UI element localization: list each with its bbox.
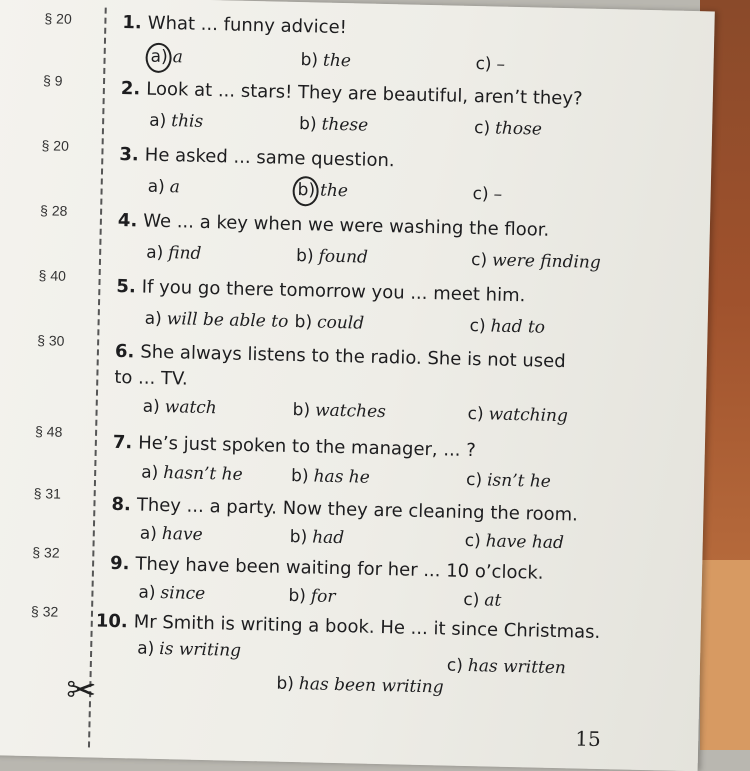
question-text: He asked ... same question. bbox=[144, 144, 395, 172]
option-c[interactable]: c) have had bbox=[464, 530, 565, 554]
option-b[interactable]: b) the bbox=[300, 50, 352, 72]
section-ref: § 28 bbox=[39, 202, 68, 219]
option-c[interactable]: c) – bbox=[475, 54, 506, 75]
question-text: We ... a key when we were washing the floor. bbox=[143, 210, 550, 241]
question-7 bbox=[113, 430, 643, 468]
option-c[interactable]: c) – bbox=[472, 184, 503, 205]
scissors-icon: ✂ bbox=[65, 669, 97, 712]
desk-edge bbox=[700, 560, 750, 750]
cut-line bbox=[88, 8, 107, 748]
section-ref: § 20 bbox=[44, 10, 72, 27]
circled-answer-mark bbox=[292, 176, 319, 207]
question-text: If you go there tomorrow you ... meet him. bbox=[141, 276, 526, 307]
question-text: Look at ... stars! They are beautiful, aren’t they? bbox=[146, 78, 583, 110]
question-number: 6. bbox=[114, 340, 135, 363]
option-b[interactable]: b) for bbox=[288, 585, 336, 607]
question-5 bbox=[116, 274, 646, 312]
section-ref: § 40 bbox=[38, 267, 67, 284]
option-c[interactable]: c) at bbox=[463, 589, 502, 611]
question-text: They ... a party. Now they are cleaning the room. bbox=[136, 494, 579, 526]
options-4 bbox=[146, 243, 646, 280]
section-ref: § 48 bbox=[34, 423, 63, 440]
option-b[interactable]: b) has he bbox=[290, 465, 371, 488]
question-number: 10. bbox=[95, 610, 128, 633]
section-ref: § 32 bbox=[32, 544, 60, 561]
section-ref: § 30 bbox=[36, 332, 65, 349]
options-3 bbox=[147, 177, 647, 214]
option-b[interactable]: b) the bbox=[297, 180, 348, 201]
option-a[interactable]: a) will be able to bbox=[144, 308, 289, 332]
option-a[interactable]: a) a bbox=[150, 47, 183, 68]
option-c[interactable]: c) watching bbox=[467, 403, 569, 427]
question-text: What ... funny advice! bbox=[147, 12, 348, 39]
option-a[interactable]: a) watch bbox=[142, 396, 217, 419]
option-a[interactable]: a) hasn’t he bbox=[140, 462, 243, 485]
option-b[interactable]: b) had bbox=[289, 526, 345, 549]
question-number: 3. bbox=[119, 143, 140, 166]
question-number: 4. bbox=[117, 209, 138, 232]
question-number: 9. bbox=[109, 552, 130, 575]
circled-answer-mark bbox=[145, 43, 172, 74]
option-b[interactable]: b) these bbox=[298, 114, 369, 136]
question-number: 5. bbox=[116, 275, 137, 298]
section-ref: § 32 bbox=[30, 603, 59, 620]
option-a[interactable]: a) since bbox=[138, 582, 206, 605]
question-text: She always listens to the radio. She is not used bbox=[140, 341, 566, 373]
option-a[interactable]: a) is writing bbox=[136, 638, 242, 661]
question-3 bbox=[119, 142, 649, 180]
question-6 bbox=[114, 339, 645, 403]
option-b[interactable]: b) has been writing bbox=[276, 673, 444, 698]
section-ref: § 20 bbox=[41, 137, 70, 154]
options-6 bbox=[142, 397, 642, 434]
question-text: They have been waiting for her ... 10 o’clock. bbox=[135, 553, 544, 584]
question-number: 7. bbox=[112, 431, 133, 454]
question-text: He’s just spoken to the manager, ... ? bbox=[138, 432, 477, 462]
question-text: Mr Smith is writing a book. He ... it since Christmas. bbox=[133, 611, 601, 644]
options-2 bbox=[149, 111, 649, 148]
section-ref: § 9 bbox=[42, 72, 63, 89]
question-number: 8. bbox=[111, 493, 132, 516]
option-b[interactable]: b) could bbox=[294, 311, 365, 334]
option-a[interactable]: a) find bbox=[145, 242, 202, 264]
option-c[interactable]: c) were finding bbox=[470, 249, 601, 273]
option-c[interactable]: c) isn’t he bbox=[465, 469, 552, 492]
option-a[interactable]: a) this bbox=[148, 110, 204, 132]
option-c[interactable]: c) those bbox=[473, 118, 543, 140]
option-b[interactable]: b) watches bbox=[292, 399, 387, 423]
question-number: 1. bbox=[122, 12, 143, 34]
question-number: 2. bbox=[120, 77, 141, 100]
page-number: 15 bbox=[575, 726, 602, 752]
option-c[interactable]: c) had to bbox=[469, 315, 546, 338]
option-b[interactable]: b) found bbox=[295, 246, 369, 268]
option-c[interactable]: c) has written bbox=[446, 655, 567, 679]
question-4 bbox=[118, 208, 648, 246]
question-1 bbox=[122, 10, 652, 48]
section-ref: § 31 bbox=[33, 485, 62, 502]
option-a[interactable]: a) have bbox=[139, 523, 203, 545]
option-a[interactable]: a) a bbox=[147, 176, 181, 198]
question-text-continued: to ... TV. bbox=[114, 366, 188, 390]
